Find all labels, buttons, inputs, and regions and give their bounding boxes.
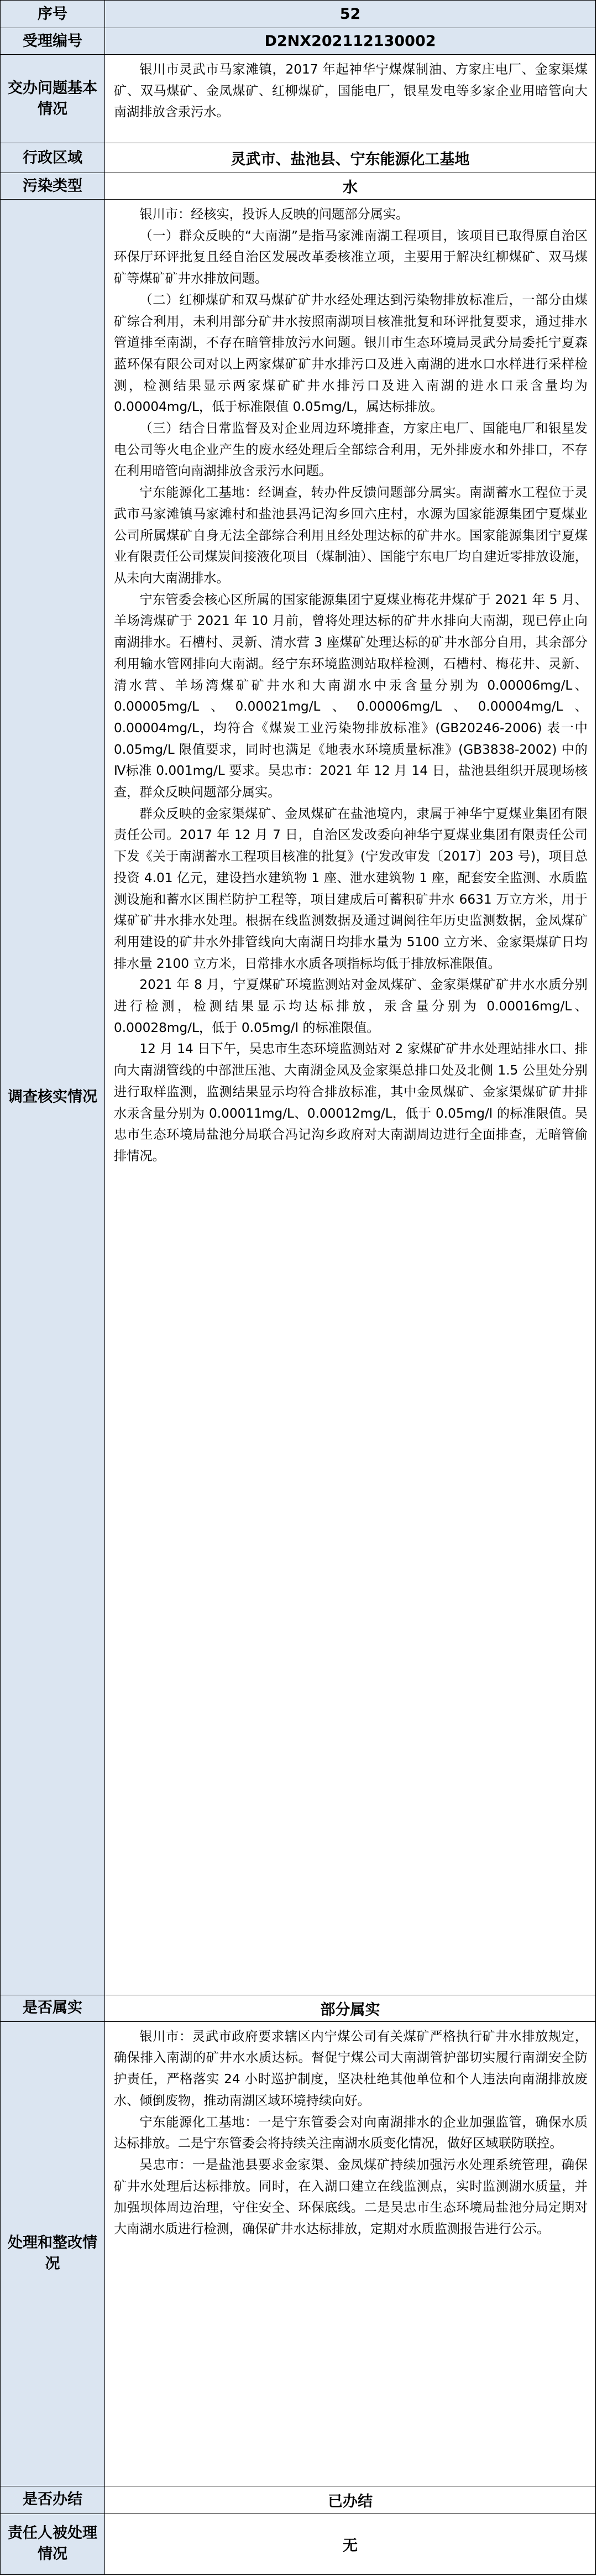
responsibility-value: 无 [105,2514,596,2574]
is-true-label: 是否属实 [1,1995,105,2021]
row-serial [1,1,596,28]
investigation-paragraph: 宁东管委会核心区所属的国家能源集团宁夏煤业梅花井煤矿于 2021 年 5 月、羊场湾煤矿于 2021 年 10 月前，曾将处理达标的矿井水排向大南湖，现已停止向南湖排水。石槽村、灵新、清水营 3 座煤矿处理达标的矿井水部分自用，其余部分利用输水管网排向大南湖。经宁东环境监测站取样检测，石槽村、梅花井、灵新、清水营、羊场湾煤矿矿井水和大南湖水中汞含量分别为 0.00006mg/L、0.00005mg/L、0.00021mg/L、0.00006mg/L、0.00004mg/L、0.00004mg/L，均符合《煤炭工业污染物排放标准》(GB20246-2006) 表一中 0.05mg/L 限值要求，同时也满足《地表水环境质量标准》(GB3838-2002) 中的Ⅳ标准 0.001mg/L 要求。吴忠市：2021 年 12 月 14 日，盐池县组织开展现场核查，群众反映问题部分属实。 [114,592,588,800]
row-investigation [1,200,596,1995]
row-is-true [1,1995,596,2021]
is-true-value: 部分属实 [105,1995,596,2021]
investigation-paragraph: （一）群众反映的“大南湖”是指马家滩南湖工程项目，该项目已取得原自治区环保厅环评批复且经自治区发展改革委核准立项，主要用于解决红柳煤矿、双马煤矿等煤矿矿井水排放问题。 [114,228,588,286]
acceptance-number-label: 受理编号 [1,28,105,55]
basic-situation-label: 交办问题基本情况 [1,55,105,143]
investigation-paragraph: 银川市：经核实，投诉人反映的问题部分属实。 [139,207,409,222]
is-closed-value: 已办结 [105,2486,596,2514]
acceptance-number-value: D2NX202112130002 [105,28,596,55]
handling-paragraph: 银川市：灵武市政府要求辖区内宁煤公司有关煤矿严格执行矿井水排放规定，确保排入南湖的矿井水水质达标。督促宁煤公司大南湖管护部切实履行南湖安全防护责任，严格落实 24 小时巡护制度，坚决杜绝其他单位和个人违法向南湖排放废水、倾倒废物，推动南湖区域环境持续向好。 [114,2029,588,2108]
responsibility-label: 责任人被处理情况 [1,2514,105,2574]
handling-label: 处理和整改情况 [1,2021,105,2486]
basic-situation-cell [105,55,596,143]
basic-situation-text: 银川市灵武市马家滩镇，2017 年起神华宁煤煤制油、方家庄电厂、金家渠煤矿、双马煤矿、金凤煤矿、红柳煤矿，国能电厂，银星发电等多家企业用暗管向大南湖排放含汞污水。 [114,62,588,120]
row-basic-situation [1,55,596,143]
row-admin-area [1,143,596,173]
admin-area-label: 行政区域 [1,143,105,173]
row-handling [1,2021,596,2486]
pollution-type-label: 污染类型 [1,173,105,200]
investigation-paragraph: 群众反映的金家渠煤矿、金凤煤矿在盐池境内，隶属于神华宁夏煤业集团有限责任公司。2017 年 12 月 7 日，自治区发改委向神华宁夏煤业集团有限责任公司下发《关于南湖蓄水工程项目核准的批复》(宁发改审发〔2017〕203 号)，项目总投资 4.01 亿元，建设挡水建筑物 1 座、泄水建筑物 1 座，配套安全监测、水质监测设施和蓄水区围栏防护工程等，项目建成后可蓄积矿井水 6631 万立方米，用于煤矿矿井水排水处理。根据在线监测数据及通过调阅往年历史监测数据，金凤煤矿利用建设的矿井水外排管线向大南湖日均排水量为 5100 立方米、金家渠煤矿日均排水量 2100 立方米，日常排水水质各项指标均低于排放标准限值。 [114,806,588,971]
serial-label: 序号 [1,1,105,28]
handling-cell [105,2021,596,2486]
investigation-paragraph: 宁东能源化工基地：经调查，转办件反馈问题部分属实。南湖蓄水工程位于灵武市马家滩镇马家滩村和盐池县冯记沟乡回六庄村，水源为国家能源集团宁夏煤业公司所属煤矿自身无法全部综合利用且经处理达标的矿井水。国家能源集团宁夏煤业有限责任公司煤炭间接液化项目（煤制油）、国能宁东电厂均自建近零排放设施，从未向大南湖排水。 [114,485,588,586]
is-closed-label: 是否办结 [1,2486,105,2514]
serial-value: 52 [105,1,596,28]
row-acceptance-number [1,28,596,55]
handling-paragraph: 宁东能源化工基地：一是宁东管委会对向南湖排水的企业加强监管，确保水质达标排放。二是宁东管委会将持续关注南湖水质变化情况，做好区域联防联控。 [114,2114,588,2151]
investigation-paragraph: 12 月 14 日下午，吴忠市生态环境监测站对 2 家煤矿矿井水处理站排水口、排向大南湖管线的中部泄压池、大南湖金凤及金家渠总排口处及北侧 1.5 公里处分别进行取样监测，监测结果显示均符合排放标准，其中金凤煤矿、金家渠煤矿矿井排水汞含量分别为 0.00011mg/L、0.00012mg/L，低于 0.05mg/l 的标准限值。吴忠市生态环境局盐池分局联合冯记沟乡政府对大南湖周边进行全面排查，无暗管偷排情况。 [114,1041,588,1164]
row-is-closed [1,2486,596,2514]
admin-area-value: 灵武市、盐池县、宁东能源化工基地 [105,143,596,173]
investigation-paragraph: （二）红柳煤矿和双马煤矿矿井水经处理达到污染物排放标准后，一部分由煤矿综合利用，未利用部分矿井水按照南湖项目核准批复和环评批复要求，通过排水管道排至南湖，不存在暗管排放污水问题。银川市生态环境局灵武分局委托宁夏森蓝环保有限公司对以上两家煤矿矿井水排污口及进入南湖的进水口水样进行采样检测，检测结果显示两家煤矿矿井水排污口及进入南湖的进水口汞含量均为 0.00004mg/L，低于标准限值 0.05mg/L，属达标排放。 [114,292,588,415]
investigation-cell [105,200,596,1995]
investigation-paragraph: （三）结合日常监督及对企业周边环境排查，方家庄电厂、国能电厂和银星发电公司等火电企业产生的废水经处理后全部综合利用，无外排废水和外排口，不存在利用暗管向南湖排放含汞污水问题。 [114,421,588,479]
row-responsibility [1,2514,596,2574]
investigation-label: 调查核实情况 [1,200,105,1995]
pollution-type-value: 水 [105,173,596,200]
investigation-paragraph: 2021 年 8 月，宁夏煤矿环境监测站对金凤煤矿、金家渠煤矿矿井水水质分别进行检测，检测结果显示均达标排放，汞含量分别为 0.00016mg/L、0.00028mg/L，低于 0.05mg/l 的标准限值。 [114,977,588,1035]
handling-paragraph: 吴忠市：一是盐池县要求金家渠、金凤煤矿持续加强污水处理系统管理，确保矿井水处理后达标排放。同时，在入湖口建立在线监测点，实时监测湖水质量，并加强坝体周边治理，守住安全、环保底线。二是吴忠市生态环境局盐池分局定期对大南湖水质进行检测，确保矿井水达标排放，定期对水质监测报告进行公示。 [114,2157,588,2237]
row-pollution-type [1,173,596,200]
